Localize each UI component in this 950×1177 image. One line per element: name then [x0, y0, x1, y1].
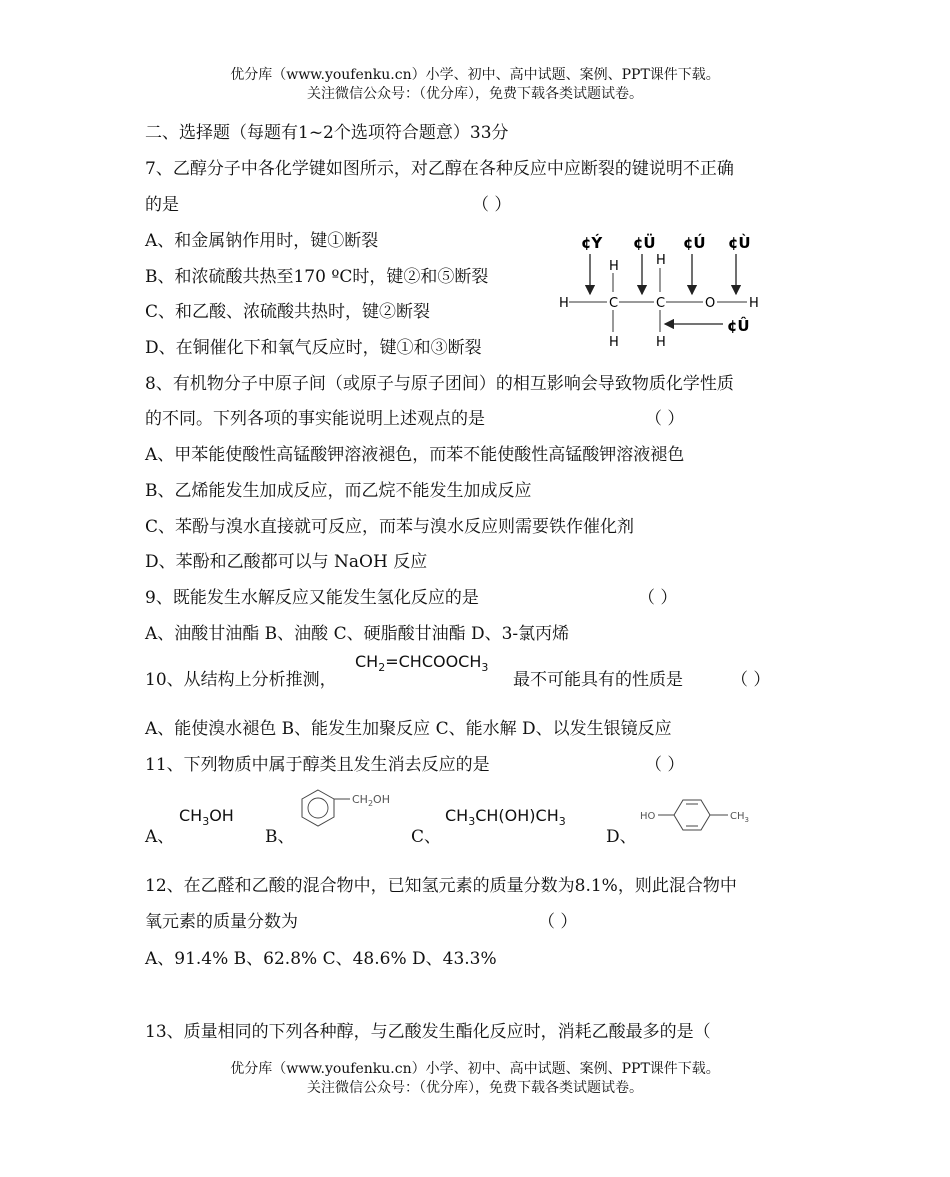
q9-answer-paren: （ ） — [638, 588, 678, 608]
svg-text:HO: HO — [640, 811, 656, 822]
q11-option-d-label: D、 — [606, 827, 637, 847]
q8-option-a: A、甲苯能使酸性高锰酸钾溶液褪色，而苯不能使酸性高锰酸钾溶液褪色 — [145, 445, 685, 465]
q7-answer-paren: （ ） — [472, 195, 512, 215]
ethanol-bond-diagram — [555, 228, 775, 353]
atom-h-c2-top: H — [656, 253, 666, 268]
q7-option-d: D、在铜催化下和氧气反应时，键①和③断裂 — [145, 338, 482, 358]
header-line-2: 关注微信公众号：（优分库），免费下载各类试题试卷。 — [307, 86, 643, 102]
q11-option-c-label: C、 — [411, 827, 442, 847]
q11-answer-paren: （ ） — [645, 755, 685, 775]
q7-stem-line2: 的是 — [145, 195, 179, 215]
footer-line-2: 关注微信公众号：（优分库），免费下载各类试题试卷。 — [307, 1080, 643, 1096]
q8-option-d: D、苯酚和乙酸都可以与 NaOH 反应 — [145, 552, 428, 572]
bond-label-3: ¢Û — [727, 317, 750, 335]
q8-option-b: B、乙烯能发生加成反应，而乙烷不能发生加成反应 — [145, 481, 532, 501]
q13-stem: 13、质量相同的下列各种醇，与乙酸发生酯化反应时，消耗乙酸最多的是（ — [145, 1022, 711, 1042]
atom-h-left: H — [559, 296, 569, 311]
section-title: 二、选择题（每题有1~2个选项符合题意）33分 — [145, 123, 509, 143]
bond-label-1: ¢Ù — [728, 234, 751, 252]
q11-option-b-label: B、 — [265, 827, 295, 847]
q12-answer-paren: （ ） — [538, 912, 578, 932]
bond-label-4: ¢Ü — [633, 234, 656, 252]
p-cresol-structure — [640, 796, 760, 836]
benzyl-alcohol-structure — [298, 786, 408, 838]
atom-h-c1-bottom: H — [609, 335, 619, 350]
q7-stem-line1: 7、乙醇分子中各化学键如图所示，对乙醇在各种反应中应断裂的键说明不正确 — [145, 159, 734, 179]
q12-options: A、91.4% B、62.8% C、48.6% D、43.3% — [145, 949, 497, 969]
bond-label-5: ¢Ý — [581, 234, 603, 252]
q10-stem-post: 最不可能具有的性质是 — [513, 670, 683, 690]
footer-line-1: 优分库（www.youfenku.cn）小学、初中、高中试题、案例、PPT课件下载。 — [230, 1061, 720, 1077]
q7-option-b: B、和浓硫酸共热至170 ºC时，键②和⑤断裂 — [145, 267, 489, 287]
atom-c1: C — [609, 296, 619, 311]
header-line-1: 优分库（www.youfenku.cn）小学、初中、高中试题、案例、PPT课件下载。 — [230, 67, 720, 83]
svg-text:CH2OH: $CH_2OH$ — [352, 793, 390, 808]
atom-h-c2-bottom: H — [656, 335, 666, 350]
q11-option-c-formula: $CH_3CH(OH)CH_3$ — [445, 806, 566, 829]
q8-answer-paren: （ ） — [645, 409, 685, 429]
atom-o: O — [705, 296, 716, 311]
q10-stem-pre: 10、从结构上分析推测， — [145, 670, 337, 690]
bond-label-2: ¢Ú — [683, 234, 706, 252]
atom-h-c1-top: H — [609, 259, 619, 274]
q10-options: A、能使溴水褪色 B、能发生加聚反应 C、能水解 D、以发生银镜反应 — [145, 719, 672, 739]
q12-stem-line2: 氧元素的质量分数为 — [145, 912, 298, 932]
q11-option-a-label: A、 — [145, 827, 175, 847]
q7-option-c: C、和乙酸、浓硫酸共热时，键②断裂 — [145, 302, 431, 322]
q9-options: A、油酸甘油酯 B、油酸 C、硬脂酸甘油酯 D、3-氯丙烯 — [145, 624, 570, 644]
q7-option-a: A、和金属钠作用时，键①断裂 — [145, 231, 379, 251]
svg-text:CH3: $CH_3$ — [730, 811, 749, 824]
atom-c2: C — [656, 296, 666, 311]
q12-stem-line1: 12、在乙醛和乙酸的混合物中，已知氢元素的质量分数为8.1%，则此混合物中 — [145, 876, 737, 896]
q11-option-a-formula: $CH_3OH$ — [179, 806, 234, 829]
q10-answer-paren: （ ） — [731, 670, 771, 690]
q9-stem: 9、既能发生水解反应又能发生氢化反应的是 — [145, 588, 479, 608]
q11-stem: 11、下列物质中属于醇类且发生消去反应的是 — [145, 755, 490, 775]
q8-stem-line1: 8、有机物分子中原子间（或原子与原子团间）的相互影响会导致物质化学性质 — [145, 374, 734, 394]
q8-option-c: C、苯酚与溴水直接就可反应，而苯与溴水反应则需要铁作催化剂 — [145, 517, 635, 537]
atom-h-right: H — [749, 296, 759, 311]
q8-stem-line2: 的不同。下列各项的事实能说明上述观点的是 — [145, 409, 485, 429]
q10-formula: $CH_2=CHCOOCH_3$ — [355, 652, 489, 675]
